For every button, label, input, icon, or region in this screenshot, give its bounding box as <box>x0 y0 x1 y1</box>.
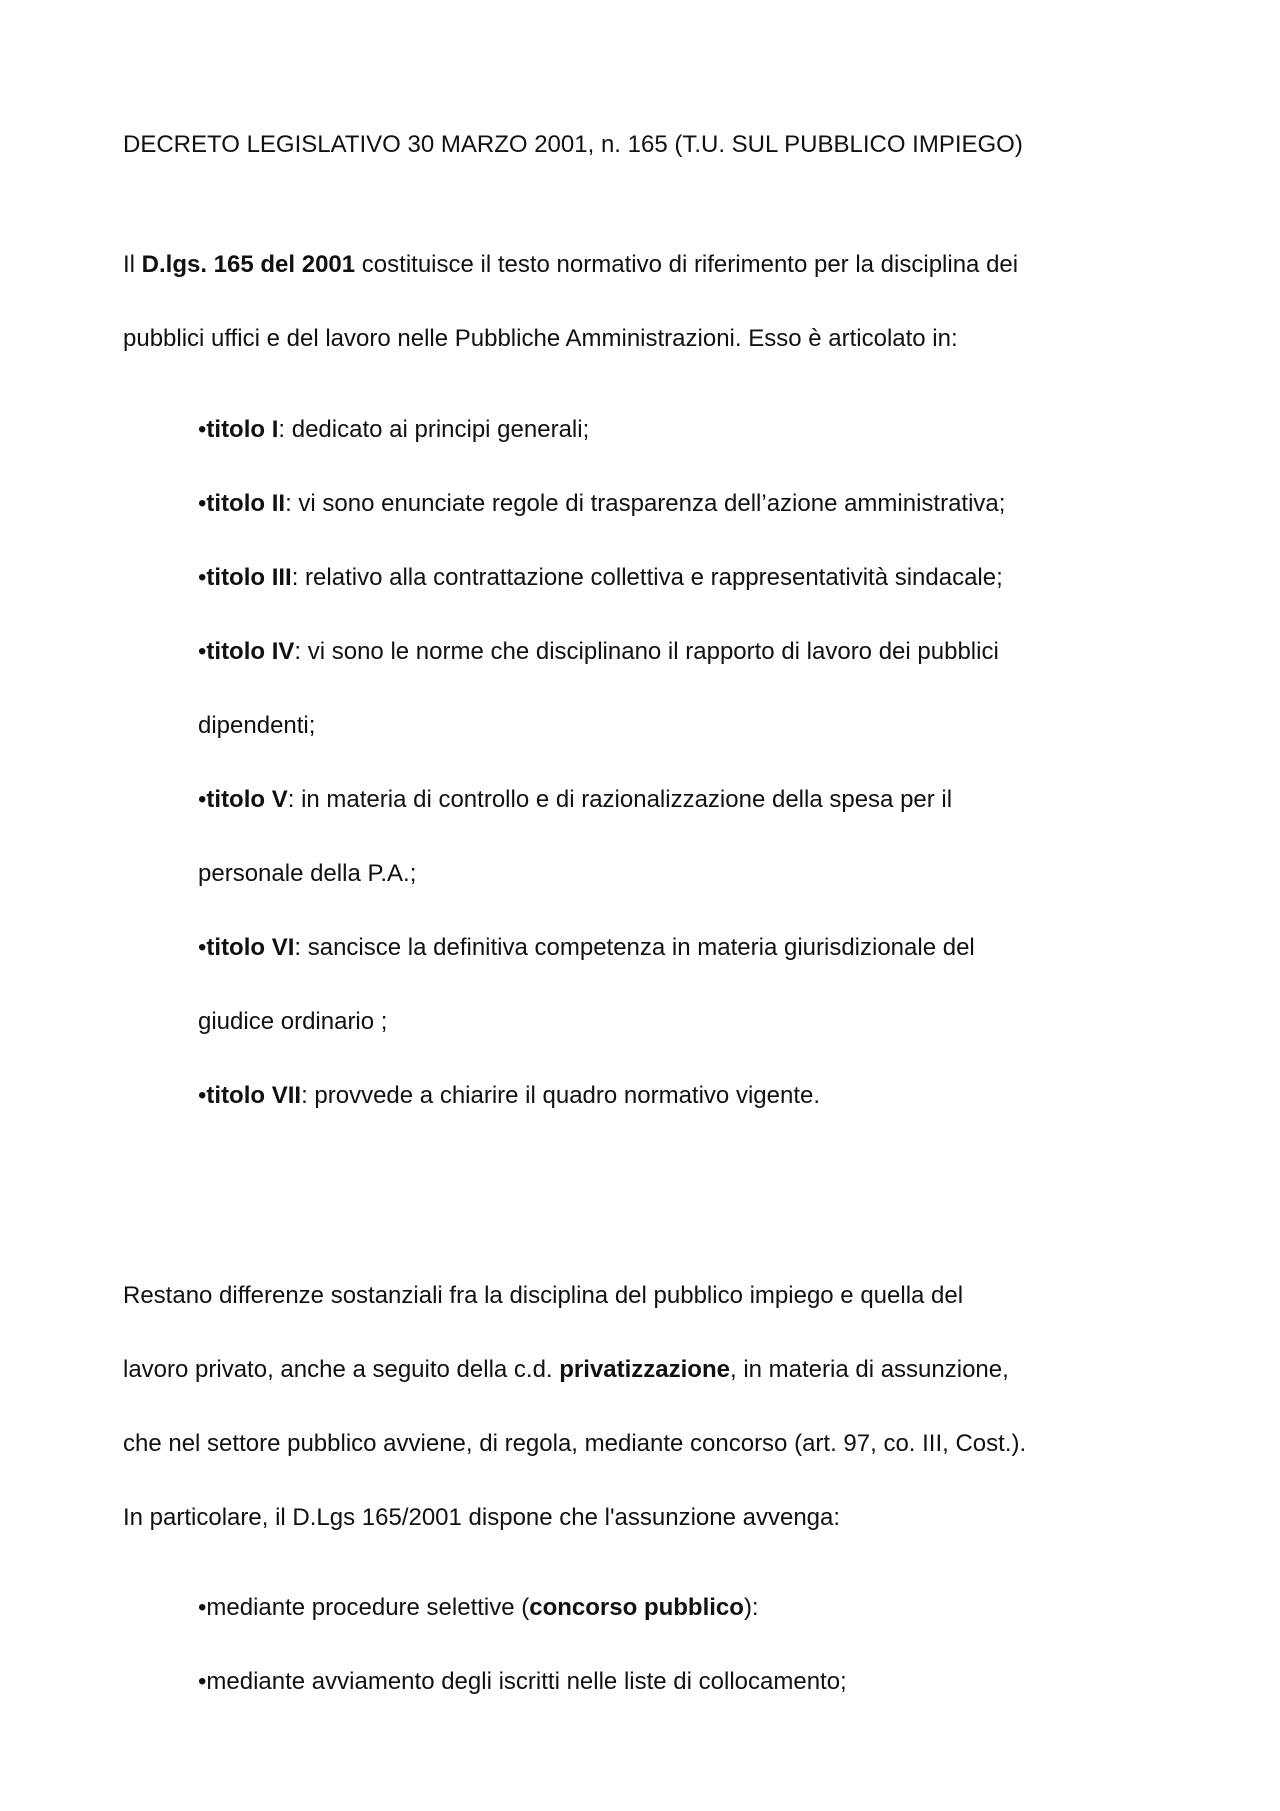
text: : provvede a chiarire il quadro normativo vigente. <box>301 1082 821 1109</box>
list-item <box>198 489 1005 519</box>
bullet-icon: • <box>198 638 207 665</box>
text: : vi sono le norme che disciplinano il rapporto di lavoro dei pubblici <box>294 638 999 665</box>
intro-line-1 <box>123 250 1018 280</box>
para2-line-3: che nel settore pubblico avviene, di regola, mediante concorso (art. 97, co. III, Cost.). <box>123 1430 1027 1457</box>
text: mediante avviamento degli iscritti nelle liste di collocamento; <box>206 1668 847 1695</box>
list-item <box>198 1593 759 1623</box>
bold-text: privatizzazione <box>559 1356 730 1383</box>
list-item-continuation: personale della P.A.; <box>198 860 417 887</box>
bullet-icon: • <box>198 416 207 443</box>
text: lavoro privato, anche a seguito della c.d. <box>123 1356 560 1383</box>
bold-text: D.lgs. 165 del 2001 <box>141 251 356 278</box>
list-item-continuation: giudice ordinario ; <box>198 1008 388 1035</box>
bullet-icon: • <box>198 490 207 517</box>
bold-text: titolo II <box>206 490 286 517</box>
bold-text: titolo I <box>206 416 279 443</box>
para2-line-1: Restano differenze sostanziali fra la disciplina del pubblico impiego e quella del <box>123 1282 964 1309</box>
text: costituisce il testo normativo di riferimento per la disciplina dei <box>355 251 1019 278</box>
list-item <box>198 933 975 963</box>
bullet-icon: • <box>198 1082 207 1109</box>
text: : dedicato ai principi generali; <box>278 416 590 443</box>
para2-line-4: In particolare, il D.Lgs 165/2001 dispone che l'assunzione avvenga: <box>123 1504 841 1531</box>
text: ): <box>743 1594 759 1621</box>
text: Il <box>123 251 142 278</box>
bold-text: titolo III <box>206 564 292 591</box>
bullet-icon: • <box>198 786 207 813</box>
bold-text: titolo V <box>206 786 288 813</box>
bold-text: concorso pubblico <box>529 1594 744 1621</box>
text: : in materia di controllo e di razionalizzazione della spesa per il <box>287 786 953 813</box>
bullet-icon: • <box>198 1594 207 1621</box>
text: mediante procedure selettive ( <box>206 1594 530 1621</box>
list-item <box>198 563 1003 593</box>
text: : relativo alla contrattazione collettiva e rappresentatività sindacale; <box>291 564 1003 591</box>
list-item <box>198 637 999 667</box>
list-item <box>198 415 589 445</box>
bold-text: titolo VII <box>206 1082 302 1109</box>
list-item <box>198 1081 820 1111</box>
bold-text: titolo VI <box>206 934 295 961</box>
bold-text: titolo IV <box>206 638 295 665</box>
intro-line-2: pubblici uffici e del lavoro nelle Pubbliche Amministrazioni. Esso è articolato in: <box>123 325 958 352</box>
bullet-icon: • <box>198 564 207 591</box>
list-item-continuation: dipendenti; <box>198 712 316 739</box>
list-item <box>198 785 952 815</box>
document-title: DECRETO LEGISLATIVO 30 MARZO 2001, n. 165 (T.U. SUL PUBBLICO IMPIEGO) <box>123 131 1023 158</box>
text: , in materia di assunzione, <box>729 1356 1009 1383</box>
bullet-icon: • <box>198 1668 207 1695</box>
para2-line-2 <box>123 1355 1009 1385</box>
bullet-icon: • <box>198 934 207 961</box>
text: : sancisce la definitiva competenza in materia giurisdizionale del <box>294 934 975 961</box>
text: : vi sono enunciate regole di trasparenza dell’azione amministrativa; <box>285 490 1006 517</box>
list-item <box>198 1667 847 1697</box>
